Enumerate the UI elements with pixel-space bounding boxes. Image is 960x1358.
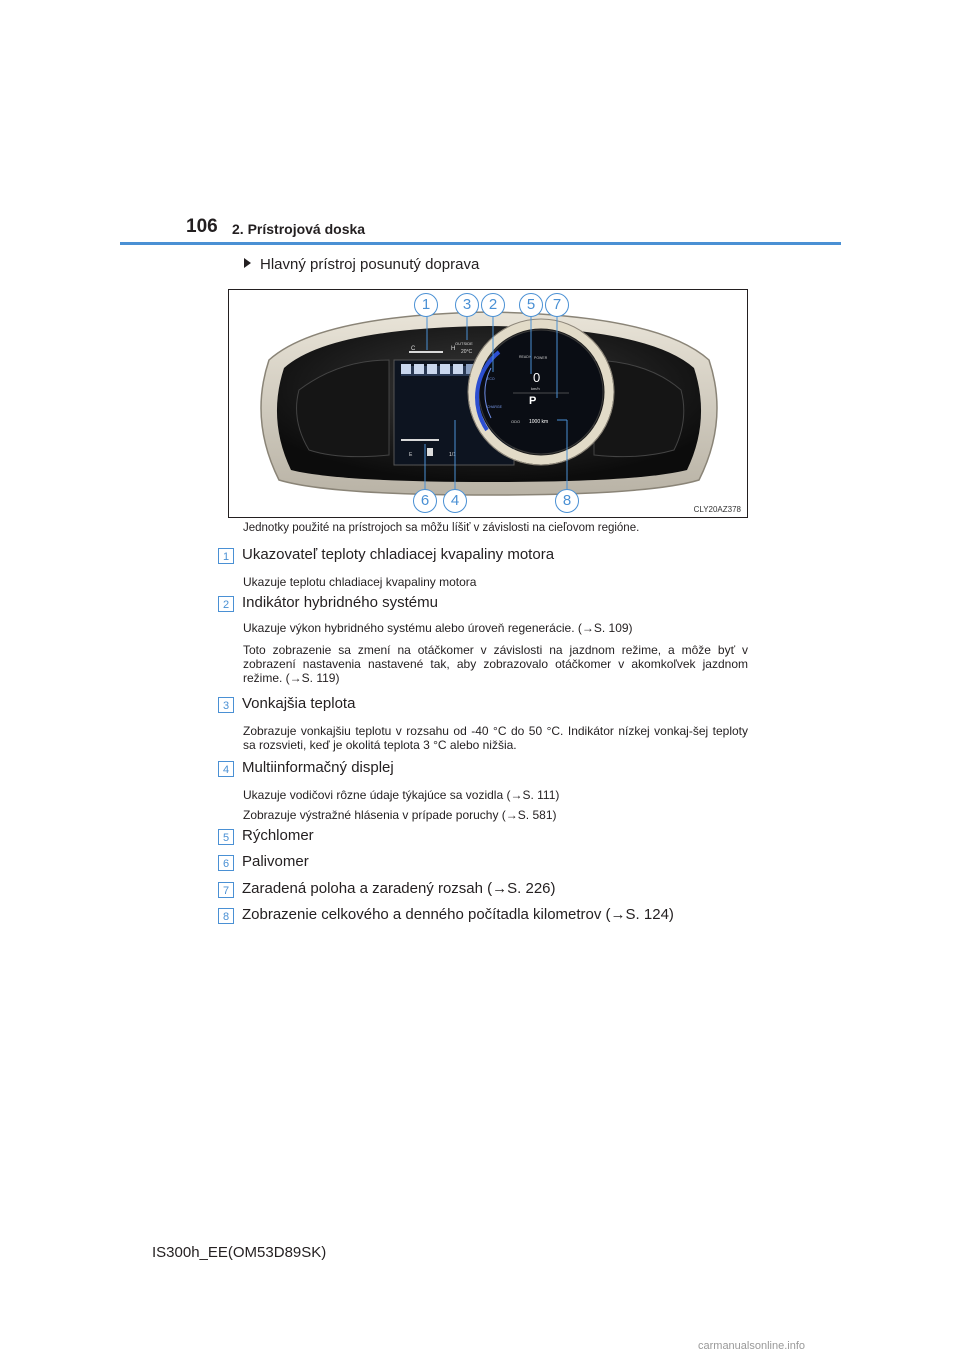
item-number-box: 2: [218, 596, 234, 612]
triangle-bullet-icon: [244, 258, 251, 268]
callout-2: 2: [481, 293, 505, 317]
speed-readout: 0: [533, 370, 541, 385]
subheading: [244, 256, 479, 273]
item-desc: Toto zobrazenie sa zmení na otáčkomer v závislosti na jazdnom režime, a môže byť v zobrazení nastavenia nastavené tak, aby zobrazovalo otáčkomer v akomkoľvek jazdnom režime. (→S. 119): [243, 643, 748, 685]
item-7: [218, 880, 758, 900]
callout-6: 6: [413, 489, 437, 513]
item-title: Multiinformačný displej: [242, 759, 394, 776]
page-number: 106: [186, 216, 218, 237]
item-title: Indikátor hybridného systému: [242, 594, 438, 611]
item-title: Palivomer: [242, 853, 309, 870]
item-number-box: 7: [218, 882, 234, 898]
callout-4: 4: [443, 489, 467, 513]
callout-7: 7: [545, 293, 569, 317]
footer-model-code: IS300h_EE(OM53D89SK): [152, 1244, 327, 1261]
temp-h-label: H: [451, 346, 456, 352]
callout-3: 3: [455, 293, 479, 317]
eco-label: ECO: [487, 377, 495, 381]
item-number-box: 8: [218, 908, 234, 924]
gear-indicator: P: [529, 395, 537, 407]
outside-label: OUTSIDE: [455, 341, 473, 346]
item-number-box: 6: [218, 855, 234, 871]
item-title: Ukazovateľ teploty chladiacej kvapaliny motora: [242, 546, 555, 563]
fuel-pump-icon: [427, 448, 433, 456]
temp-c-label: C: [411, 346, 416, 352]
item-title: Zobrazenie celkového a denného počítadla kilometrov (→S. 124): [242, 906, 674, 923]
odo-value: 1000 km: [529, 419, 549, 425]
item-desc: Ukazuje vodičovi rôzne údaje týkajúce sa vozidla (→S. 111): [243, 788, 560, 802]
fuel-f-label: 1/1: [449, 452, 456, 458]
item-5: [218, 827, 758, 847]
item-3: [218, 695, 758, 715]
item-number-box: 4: [218, 761, 234, 777]
item-desc: Ukazuje teplotu chladiacej kvapaliny motora: [243, 575, 477, 589]
power-label: POWER: [534, 356, 548, 360]
speed-unit: km/h: [531, 386, 540, 391]
item-desc: Ukazuje výkon hybridného systému alebo úroveň regenerácie. (→S. 109): [243, 621, 633, 635]
item-desc: Zobrazuje vonkajšiu teplotu v rozsahu od -40 °C do 50 °C. Indikátor nízkej vonkaj-šej teploty sa rozsvieti, keď je okolitá teplota 3 °C alebo nižšia.: [243, 724, 748, 752]
item-2: [218, 594, 758, 614]
fuel-e-label: E: [409, 452, 413, 458]
item-title: Zaradená poloha a zaradený rozsah (→S. 226): [242, 880, 556, 897]
header-rule: [120, 242, 841, 245]
figure-code: CLY20AZ378: [693, 505, 741, 514]
callout-1: 1: [414, 293, 438, 317]
callout-8: 8: [555, 489, 579, 513]
outside-temp: 20°C: [461, 349, 473, 355]
item-number-box: 5: [218, 829, 234, 845]
item-title: Rýchlomer: [242, 827, 314, 844]
instrument-cluster-illustration: [229, 290, 748, 518]
ready-label: READY: [519, 355, 532, 359]
section-title: 2. Prístrojová doska: [232, 221, 366, 237]
item-number-box: 3: [218, 697, 234, 713]
item-number-box: 1: [218, 548, 234, 564]
callout-5: 5: [519, 293, 543, 317]
item-8: [218, 906, 758, 926]
item-4: [218, 759, 758, 779]
subheading-text: Hlavný prístroj posunutý doprava: [260, 256, 480, 273]
item-title: Vonkajšia teplota: [242, 695, 356, 712]
figure-caption: Jednotky použité na prístrojoch sa môžu líšiť v závislosti na cieľovom regióne.: [243, 522, 640, 534]
item-1: [218, 546, 758, 566]
item-desc: Zobrazuje výstražné hlásenia v prípade poruchy (→S. 581): [243, 808, 557, 822]
instrument-figure: [228, 289, 748, 518]
item-6: [218, 853, 758, 873]
odo-label: ODO: [511, 419, 521, 424]
watermark-link[interactable]: carmanualsonline.info: [698, 1340, 806, 1352]
charge-label: CHARGE: [487, 405, 502, 409]
